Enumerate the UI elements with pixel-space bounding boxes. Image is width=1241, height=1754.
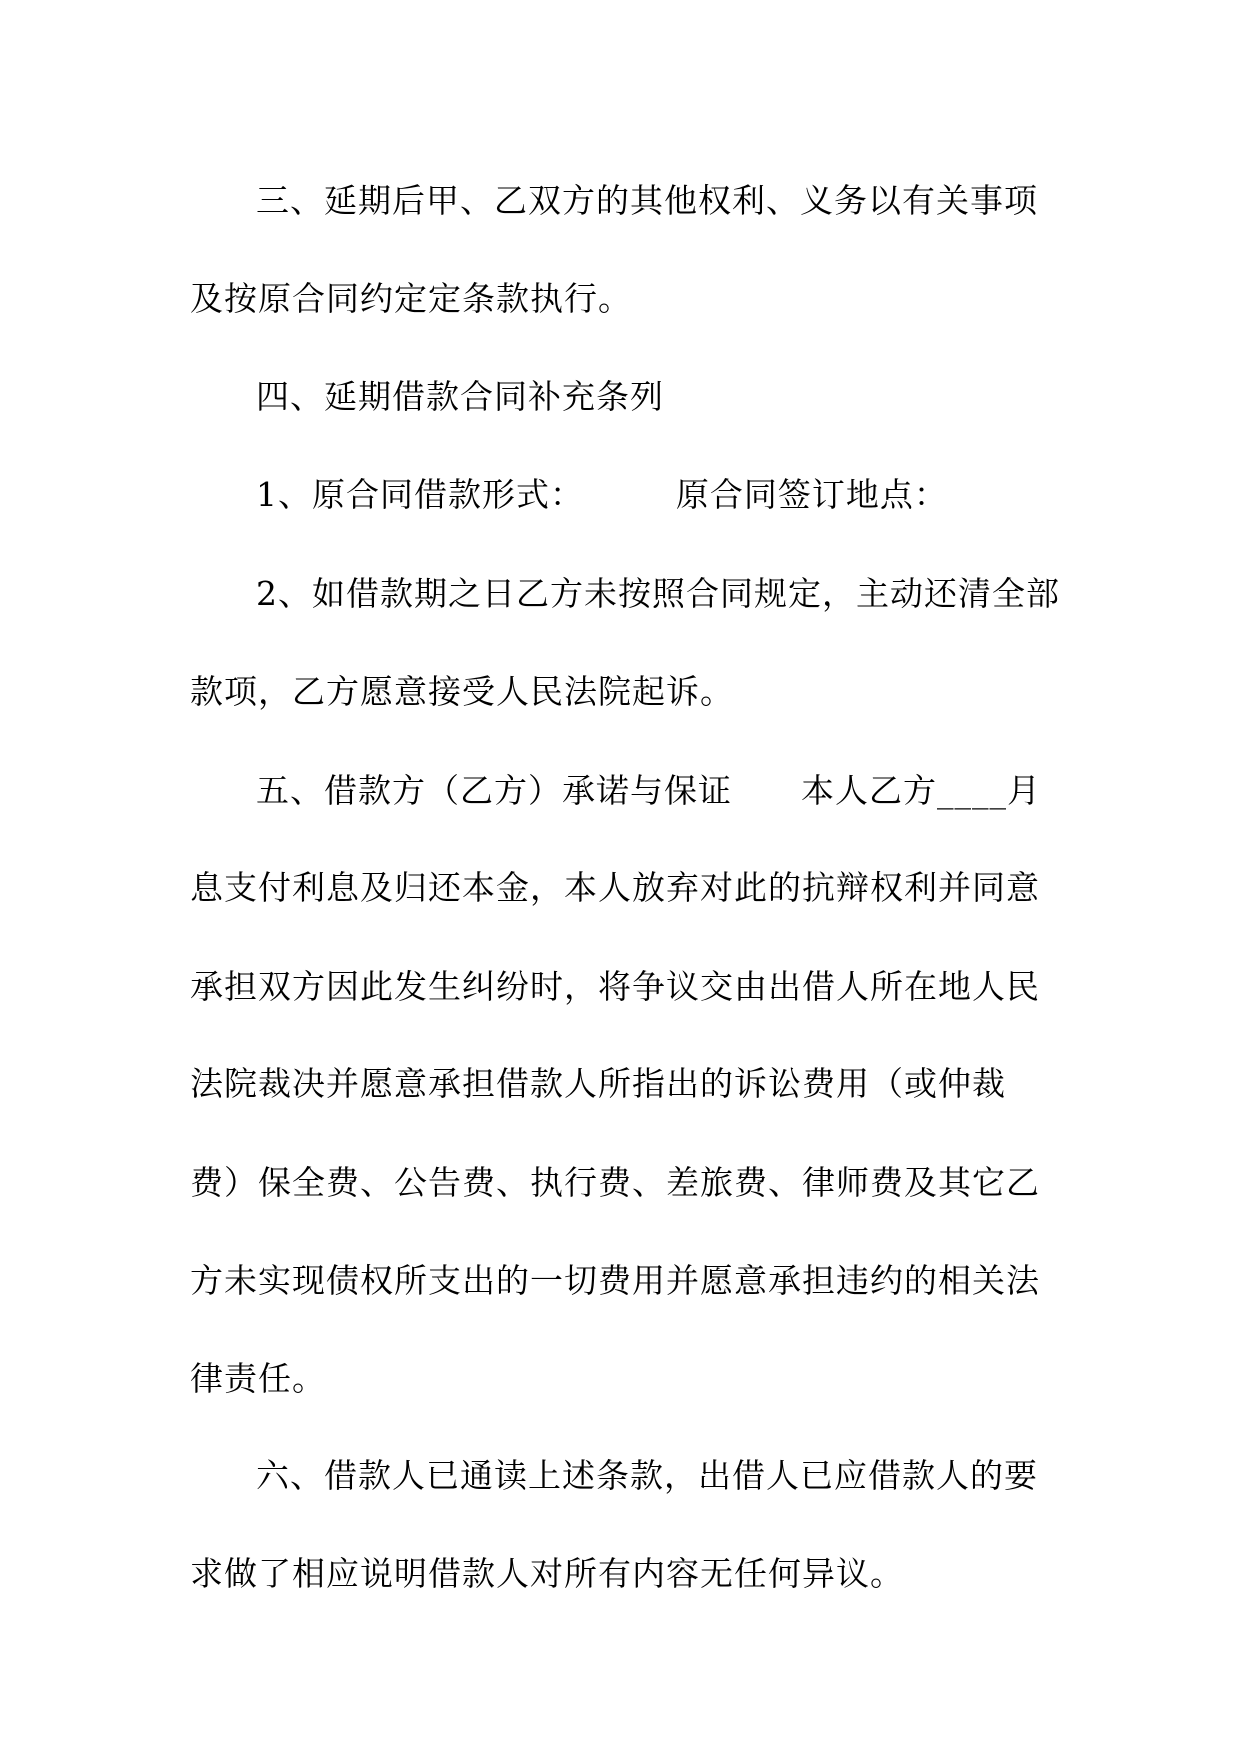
clause-3-line-2: 及按原合同约定定条款执行。 [190, 279, 632, 318]
clause-4-heading: 四、延期借款合同补充条列 [256, 377, 664, 416]
clause-5-line-5: 费）保全费、公告费、执行费、差旅费、律师费及其它乙 [190, 1163, 1040, 1202]
clause-4-item-1: 1、原合同借款形式： 原合同签订地点： [256, 475, 948, 514]
clause-5-line-3: 承担双方因此发生纠纷时，将争议交由出借人所在地人民 [190, 967, 1040, 1006]
clause-5-line-1: 五、借款方（乙方）承诺与保证 本人乙方____月 [256, 771, 1041, 810]
clause-5-line-4: 法院裁决并愿意承担借款人所指出的诉讼费用（或仲裁 [190, 1064, 1006, 1103]
clause-5-line-7: 律责任。 [190, 1359, 326, 1398]
clause-6-line-2: 求做了相应说明借款人对所有内容无任何异议。 [190, 1554, 904, 1593]
clause-4-item-2-line-1: 2、如借款期之日乙方未按照合同规定，主动还清全部 [256, 574, 1060, 613]
clause-5-line-2: 息支付利息及归还本金，本人放弃对此的抗辩权利并同意 [190, 868, 1040, 907]
clause-4-item-2-line-2: 款项，乙方愿意接受人民法院起诉。 [190, 672, 734, 711]
clause-5-line-6: 方未实现债权所支出的一切费用并愿意承担违约的相关法 [190, 1261, 1040, 1300]
clause-3-line-1: 三、延期后甲、乙双方的其他权利、义务以有关事项 [256, 181, 1038, 220]
clause-6-line-1: 六、借款人已通读上述条款，出借人已应借款人的要 [256, 1456, 1038, 1495]
